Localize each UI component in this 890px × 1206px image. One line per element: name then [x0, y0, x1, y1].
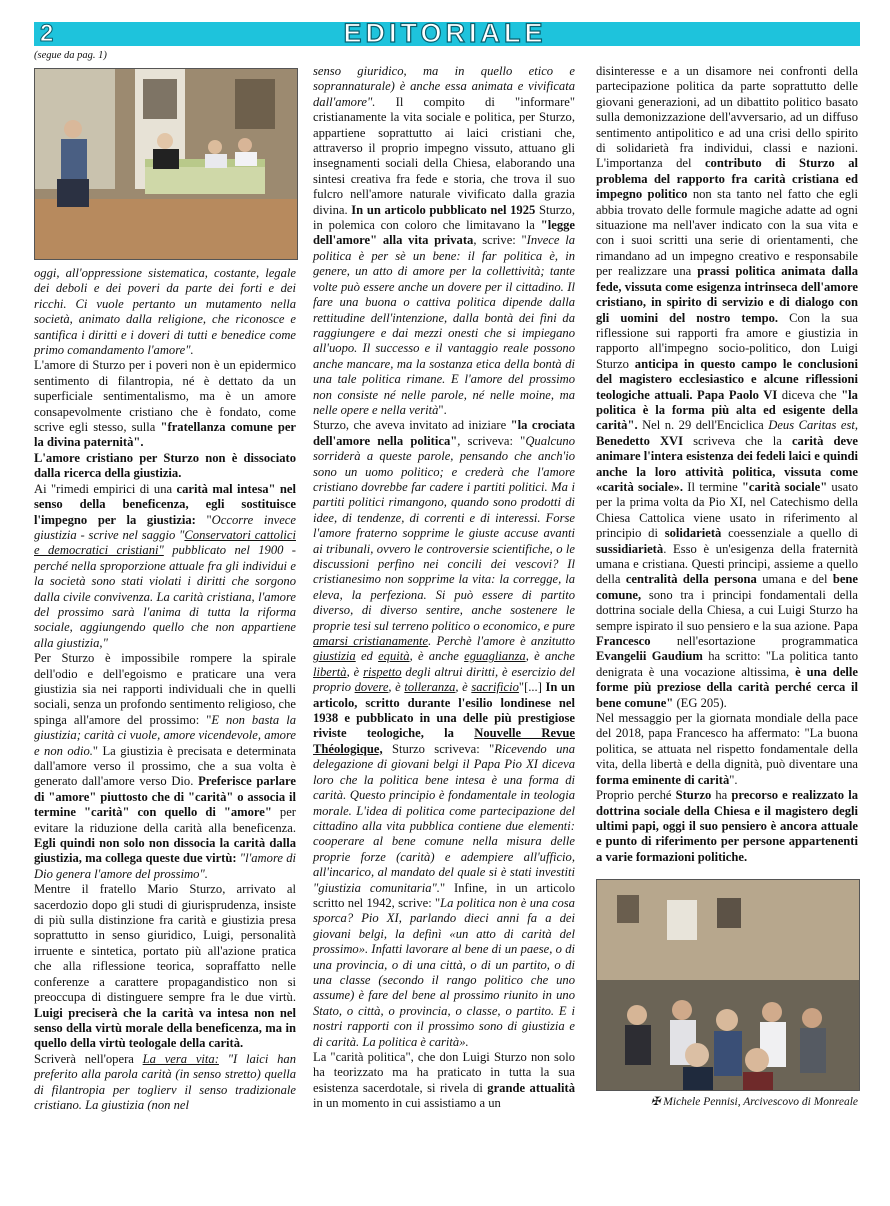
audience-photo — [596, 879, 860, 1091]
conference-photo-image — [35, 69, 297, 259]
paragraph: Proprio perché Sturzo ha precorso e realizzato la dottrina sociale della Chiesa e il magistero degli ultimi papi, oggi il suo pensiero è ancora attuale e punto di riferimento per persone appartenenti a varie formazioni politiche. — [596, 788, 858, 864]
paragraph: senso giuridico, ma in quello etico e soprannaturale) è anche essa animata e vivificata dall'amore". Il compito di "informare" cristianamente la vita sociale e politica, per Sturzo, appartiene soprattutto ai laici cristiani che, attraverso il proprio impegno vissuto, attuano gli insegnamenti sociali della Chiesa, elaborando una sintesi creativa fra fede e storia, che trova il suo fulcro nell'amore naturale vivificato dalla grazia divina. In un articolo pubblicato nel 1925 Sturzo, in polemica con coloro che limitavano la "legge dell'amore" alla vita privata, scrive: "Invece la politica è per sè un bene: il far politica è, in genere, un atto di amore per la collettività; tante volte può essere anche un dovere per il cittadino. Il fare una buona o cattiva politica dipende dalla rettitudine dell'intenzione, dalla bontà dei fini da raggiungere e dai mezzi onesti che si impiegano all'uopo. Il successo e il vantaggio reale possono anche mancare, ma la sostanza etica della bontà di una tale politica rimane. E l'amore del prossimo non consiste né nelle parole, né nelle moine, ma nelle opere e nella verità". — [313, 64, 576, 417]
paragraph: oggi, all'oppressione sistematica, costante, legale dei deboli e dei poveri da parte dei forti e dei ricchi. Ci vuole pertanto un mutamento nella società, animato dalla religione, che riconosce e santifica i diritti e i doveri di tutti e benedice come primo comandamento l'amore". — [34, 266, 296, 358]
paragraph: Nel messaggio per la giornata mondiale della pace del 2018, papa Francesco ha affermato: "La buona politica, se attuata nel rispetto fondamentale della vita, della libertà e della dignità, può diventare una forma eminente di carità". — [596, 711, 858, 787]
audience-photo-image — [597, 880, 859, 1090]
column-1 — [34, 64, 296, 1113]
paragraph: Per Sturzo è impossibile rompere la spirale dell'odio e dell'egoismo e praticare una vera giustizia sia nei rapporti individuali che in quelli sociali, senza un profondo sentimento religioso, che spinga all'amore del prossimo: "E non basta la giustizia; carità ci vuole, amore vicendevole, amore e non odio." La giustizia è precisata e determinata dall'amore verso il prossimo, che a sua volta è generato dall'amore verso Dio. Preferisce parlare di "amore" piuttosto che di "carità" o associa il termine "carità" con quello di "amore" per evitare la riduzione della carità alla beneficenza. Egli quindi non solo non dissocia la carità dalla giustizia, ma collega queste due virtù: "l'amore di Dio genera l'amore del prossimo". — [34, 651, 296, 881]
paragraph: La "carità politica", che don Luigi Sturzo non solo ha teorizzato ma ha praticato in tutta la sua esistenza sacerdotale, si rivela di grande attualità in un momento in cui assistiamo a un — [313, 1050, 575, 1111]
column-3 — [596, 64, 858, 1111]
paragraph: L'amore cristiano per Sturzo non è dissociato dalla ricerca della giustizia. — [34, 450, 296, 481]
paragraph: Sturzo, che aveva invitato ad iniziare "la crociata dell'amore nella politica", scriveva: "Qualcuno sorriderà a queste parole, pensando che anch'io sono un uomo politico; e crederà che l'amore cristiano dovrebbe far cadere i partiti politici. Ma i partiti politici rimangono, quando sono prodotti di idee, di tendenze, di correnti e di interessi. Forse l'amore fraterno sopprime le giuste accuse avanti ai tribunali, ovvero le controversie scientifiche, o le discussioni perfino nei concili dei vescovi? Il cristianesimo non sopprime la vita: la corregge, la eleva, la perfeziona. Si può essere di partito diverso, di diverso sentire, anche sostenere le proprie tesi sul terreno politico o economico, e pure amarsi cristianamente. Perchè l'amore è anzitutto giustizia ed equità, è anche eguaglianza, è anche libertà, è rispetto degli altrui diritti, è esercizio del proprio dovere, è tolleranza, è sacrificio"[...] In un articolo, scritto durante l'esilio londinese nel 1938 e pubblicato in una delle più prestigiose riviste teologiche, la Nouvelle Revue Théologique, Sturzo scriveva: "Ricevendo una delegazione di giovani belgi il Papa Pio XI diceva loro che la politica bene intesa è una forma di carità. Questo principio è fondamentale in teologia morale. L'idea di politica come partecipazione del cittadino alla vita pubblica contiene due elementi: cooperare al bene comune nella misura delle proprie forze (carità) e adempiere all'ufficio, all'incarico, al mandato del quale si è stati investiti "giustizia comunitaria"." Infine, in un articolo scritto nel 1942, scrive: "La politica non è una cosa sporca? Pio XI, parlando dieci anni fa a dei giovani belgi, la definì «un atto di carità del prossimo». Infatti lavorare al bene di un paese, o di una provincia, o di una città, o di un partito, o di una classe (secondo il rango politico che uno assume) è fare del bene al prossimo riunito in uno Stato, o città, o provincia, o classe, o partito. E i nostri rapporti con il prossimo sono di giustizia e di carità. La politica è carità». — [313, 418, 576, 1049]
paragraph: L'amore di Sturzo per i poveri non è un epidermico sentimento di filantropia, né è dettato da un superficiale sentimentalismo, ma è un amore consapevolmente cristiano che è fondato, come scrive egli stesso, sulla "fratellanza comune per la divina paternità". — [34, 358, 297, 450]
continued-note: (segue da pag. 1) — [34, 50, 107, 61]
paragraph: Ai "rimedi empirici di una carità mal intesa" nel senso della beneficenza, egli sostituisce l'impegno per la giustizia: "Occorre invece giustizia - scrive nel saggio "Conservatori cattolici e democratici cristiani" pubblicato nel 1900 - perché nella sproporzione attuale fra gli individui e la società sono stati violati i diritti che sorgono dalla civile convivenza. La carità cristiana, l'amore del prossimo sarà l'anima di tutta la riforma sociale, aggiungendo quello che non appartiene alla giustizia," — [34, 481, 296, 650]
paragraph: Mentre il fratello Mario Sturzo, arrivato al sacerdozio dopo gli studi di giurisprudenza, insiste di più sulla distinzione fra carità e giustizia presa soprattutto in senso giuridico, Luigi, personalità irruente e sintetica, portato più all'azione pratica che alla riflessione teorica, sopraffatto nelle conferenze a carattere propagandistico non si preoccupa di distinguere sempre fra le due virtù. Luigi preciserà che la carità va intesa non nel senso della virtù morale della beneficenza, ma in quello della virtù teologale della carità. — [34, 882, 296, 1051]
paragraph: Scriverà nell'opera La vera vita: "I laici han preferito alla parola carità (in senso stretto) quella di filantropia per toglierv il senso tradizionale cristiano. La giustizia (non nel — [34, 1051, 297, 1112]
page-number: 2 — [40, 20, 54, 47]
paragraph: disinteresse e a un disamore nei confronti della partecipazione politica da parte soprattutto delle giovani generazioni, ad un dibattito politico basato sulla demonizzazione dell'avversario, ad un diffuso sentimento antipolitico e ad una crisi dello spirito di solidarietà fra individui, classi e nazioni. L'importanza del contributo di Sturzo al problema del rapporto fra carità cristiana ed impegno politico non sta tanto nel fatto che egli abbia trovato delle formule magiche adatte ad ogni situazione ma nell'aver indicato con la sua vita e con i suoi scritti una serie di orientamenti, che rimandano ad un impegno creativo e responsabile per realizzare una prassi politica animata dalla fede, vissuta come esigenza intrinseca dell'amore cristiano, in spirito di servizio e di dialogo con gli uomini del nostro tempo. Con la sua riflessione sui rapporti fra amore e giustizia in rapporto all'impegno socio-politico, don Luigi Sturzo anticipa in questo campo le conclusioni del magistero ecclesiastico e alcune riflessioni teologiche attuali. Papa Paolo VI diceva che "la politica è la forma più alta ed esigente della carità". Nel n. 29 dell'Enciclica Deus Caritas est, Benedetto XVI scriveva che la carità deve animare l'intera esistenza dei fedeli laici e quindi anche la loro attività politica, vissuta come «carità sociale». Il termine "carità sociale" usato per la prima volta da Pio XI, nel Catechismo della Chiesa Cattolica viene usato in riferimento al principio di solidarietà coessenziale a quello di sussidiarietà. Esso è un'esigenza della fraternità umana e cristiana. Questi principi, assieme a quello della centralità della persona umana e del bene comune, sono tra i principi fondamentali della dottrina sociale della Chiesa, a cui Luigi Sturzo ha sempre ispirato il suo pensiero e la sua azione. Papa Francesco nell'esortazione programmatica Evangelii Gaudium ha scritto: "La politica tanto denigrata è una vocazione altissima, è una delle forme più preziose della carità perché cerca il bene comune" (EG 205). — [596, 64, 858, 710]
column-2 — [313, 64, 575, 1112]
conference-photo — [34, 68, 298, 260]
author-signature: ✠ Michele Pennisi, Arcivescovo di Monreale — [650, 1096, 858, 1109]
section-title: EDITORIALE — [343, 18, 547, 48]
